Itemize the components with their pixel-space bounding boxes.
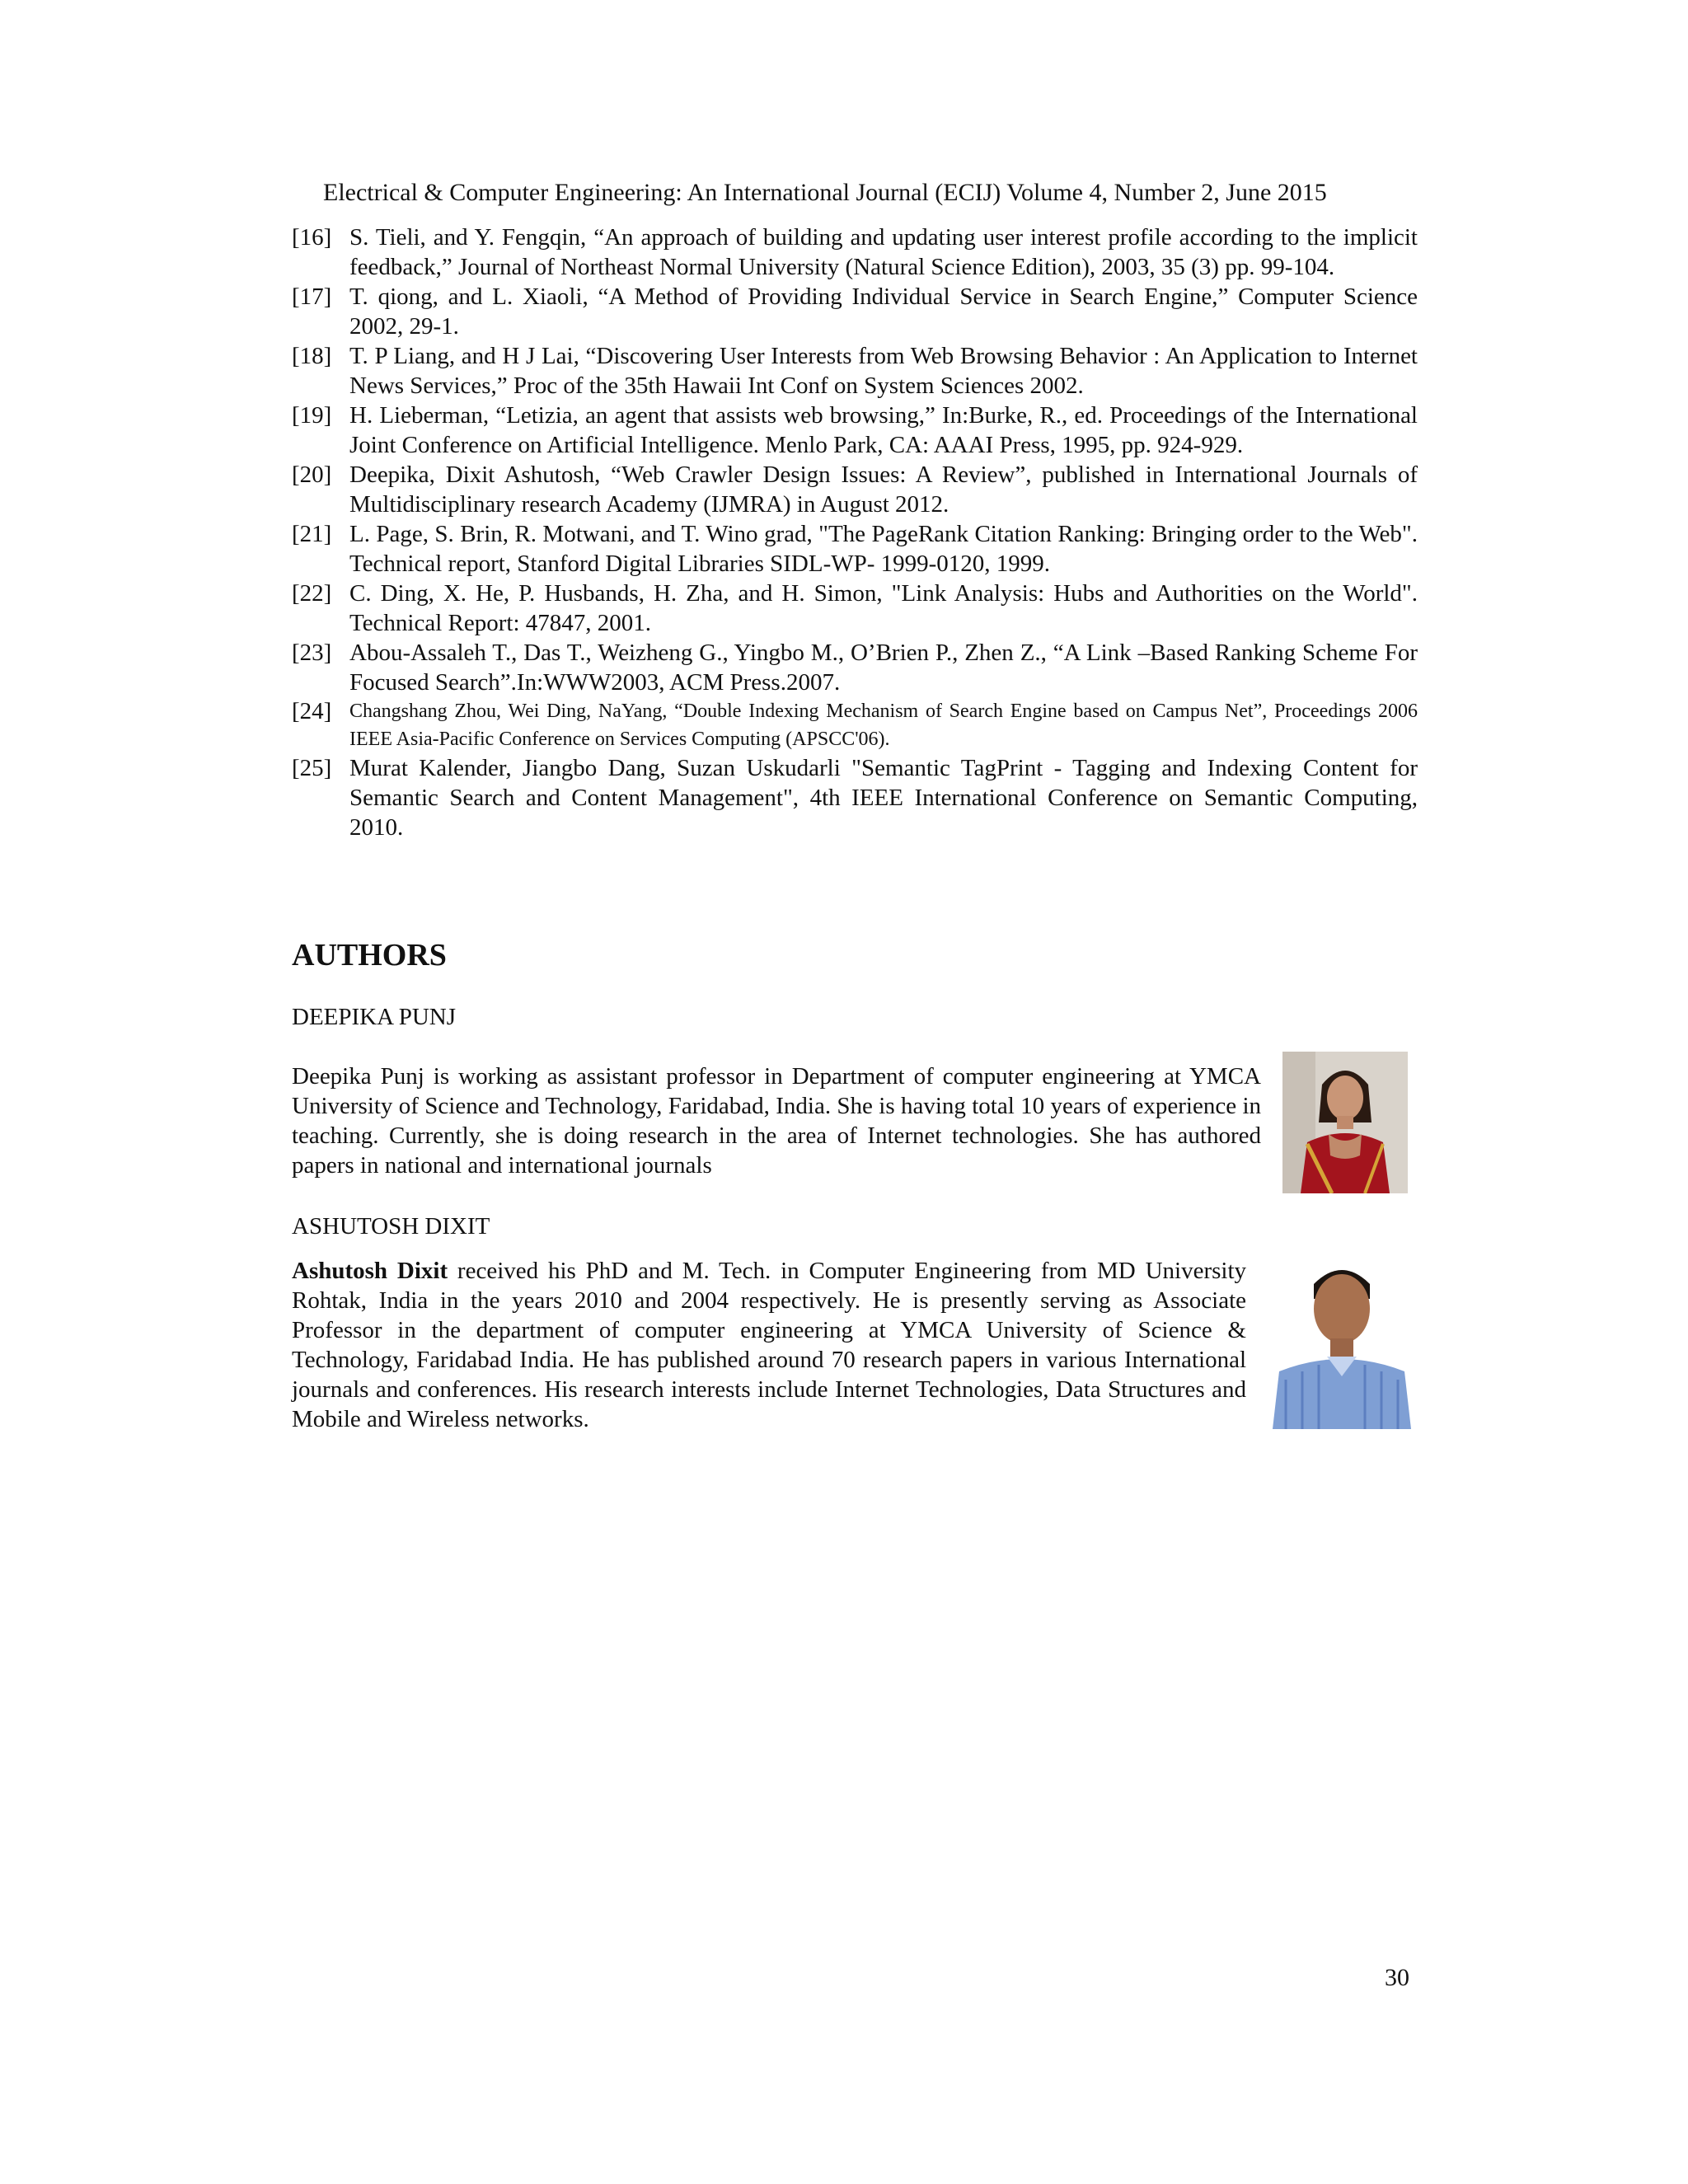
reference-text: Abou-Assaleh T., Das T., Weizheng G., Yingbo M., O’Brien P., Zhen Z., “A Link –Based Ranking Scheme For Focused Search”.In:WWW2003, ACM Press.2007. xyxy=(349,640,1418,696)
reference-number: [19] xyxy=(292,402,332,429)
reference-number: [18] xyxy=(292,343,332,369)
reference-text: T. P Liang, and H J Lai, “Discovering User Interests from Web Browsing Behavior : An Application to Internet News Services,” Proc of the 35th Hawaii Int Conf on System Sciences 2002. xyxy=(349,343,1418,399)
authors-heading: AUTHORS xyxy=(292,938,447,972)
reference-text: Murat Kalender, Jiangbo Dang, Suzan Uskudarli "Semantic TagPrint - Tagging and Indexing Content for Semantic Search and Content Management", 4th IEEE International Conference on Semantic Computing, 2010. xyxy=(349,755,1418,841)
reference-number: [23] xyxy=(292,640,332,666)
reference-number: [17] xyxy=(292,284,332,310)
reference-list xyxy=(292,223,1418,842)
reference-text: T. qiong, and L. Xiaoli, “A Method of Providing Individual Service in Search Engine,” Computer Science 2002, 29-1. xyxy=(349,284,1418,340)
reference-number: [20] xyxy=(292,462,332,488)
reference-item xyxy=(292,341,1418,401)
author-bio-text: received his PhD and M. Tech. in Computer Engineering from MD University Rohtak, India in the years 2010 and 2004 respectively. He is presently serving as Associate Professor in the department of computer engineering at YMCA University of Science & Technology, Faridabad India. He has published around 70 research papers in various International journals and conferences. His research interests include Internet Technologies, Data Structures and Mobile and Wireless networks. xyxy=(292,1258,1246,1432)
reference-number: [16] xyxy=(292,224,332,251)
reference-text: S. Tieli, and Y. Fengqin, “An approach of building and updating user interest profile according to the implicit feedback,” Journal of Northeast Normal University (Natural Science Edition), 2003, 35 (3) pp. 99-104. xyxy=(349,224,1418,280)
running-header: Electrical & Computer Engineering: An International Journal (ECIJ) Volume 4, Number 2, June 2015 xyxy=(323,179,1327,206)
author-name: DEEPIKA PUNJ xyxy=(292,1004,456,1030)
author-photo xyxy=(1269,1248,1414,1429)
reference-number: [21] xyxy=(292,521,332,547)
reference-item xyxy=(292,460,1418,519)
author-bio xyxy=(292,1256,1246,1434)
reference-item xyxy=(292,282,1418,341)
reference-text: C. Ding, X. He, P. Husbands, H. Zha, and H. Simon, "Link Analysis: Hubs and Authorities on the World". Technical Report: 47847, 2001. xyxy=(349,580,1418,636)
author-name-bold: Ashutosh Dixit xyxy=(292,1258,448,1284)
reference-number: [22] xyxy=(292,580,332,607)
reference-item xyxy=(292,697,1418,753)
author-bio: Deepika Punj is working as assistant professor in Department of computer engineering at YMCA University of Science and Technology, Faridabad, India. She is having total 10 years of experience in teaching. Currently, she is doing research in the area of Internet technologies. She has authored papers in national and international journals xyxy=(292,1063,1261,1179)
author-name: ASHUTOSH DIXIT xyxy=(292,1213,490,1240)
reference-item xyxy=(292,223,1418,282)
reference-item xyxy=(292,401,1418,460)
reference-number: [24] xyxy=(292,698,332,724)
reference-item xyxy=(292,753,1418,842)
reference-item xyxy=(292,579,1418,638)
reference-text: H. Lieberman, “Letizia, an agent that assists web browsing,” In:Burke, R., ed. Proceedings of the International Joint Conference on Artificial Intelligence. Menlo Park, CA: AAAI Press, 1995, pp. 924-929. xyxy=(349,402,1418,458)
reference-text: Changshang Zhou, Wei Ding, NaYang, “Double Indexing Mechanism of Search Engine based on Campus Net”, Proceedings 2006 IEEE Asia-Pacific Conference on Services Computing (APSCC'06). xyxy=(349,701,1418,750)
page-number: 30 xyxy=(1385,1964,1409,1991)
reference-item xyxy=(292,638,1418,697)
reference-text: L. Page, S. Brin, R. Motwani, and T. Wino grad, "The PageRank Citation Ranking: Bringing order to the Web". Technical report, Stanford Digital Libraries SIDL-WP- 1999-0120, 1999. xyxy=(349,521,1418,577)
reference-item xyxy=(292,519,1418,579)
author-photo xyxy=(1282,1052,1408,1193)
reference-number: [25] xyxy=(292,755,332,781)
reference-text: Deepika, Dixit Ashutosh, “Web Crawler Design Issues: A Review”, published in International Journals of Multidisciplinary research Academy (IJMRA) in August 2012. xyxy=(349,462,1418,518)
